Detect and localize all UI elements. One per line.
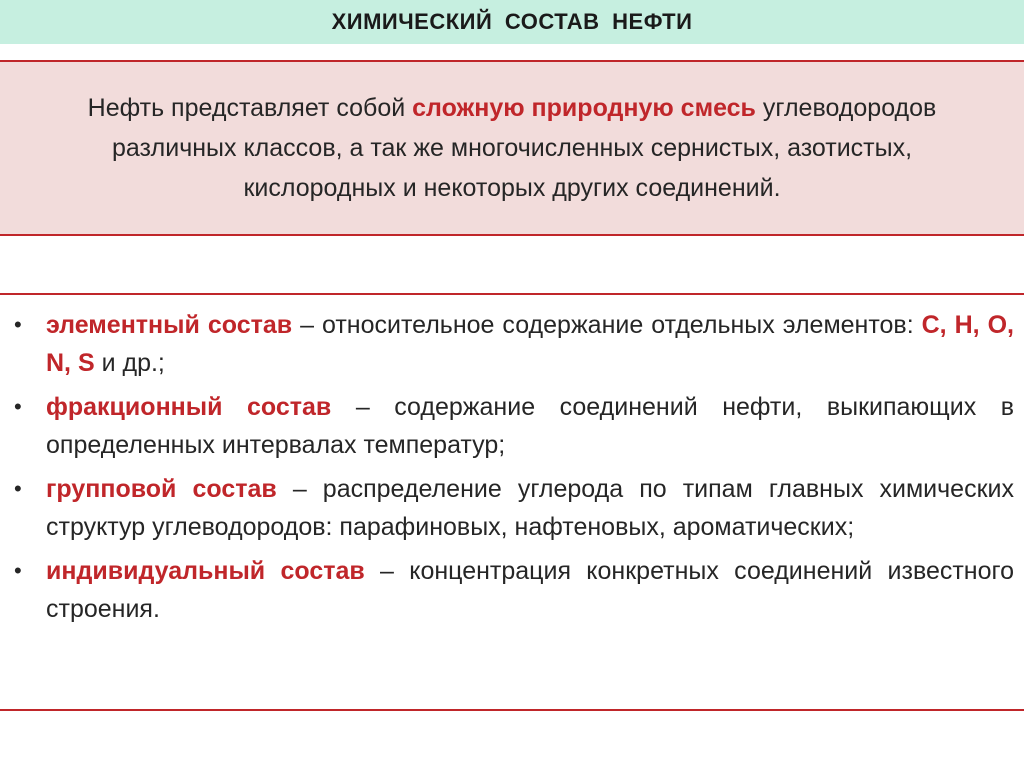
definition-box — [0, 60, 1024, 236]
definition-highlight: сложную природную смесь — [412, 94, 756, 122]
title-bar — [0, 0, 1024, 44]
term-individual: индивидуальный состав — [46, 557, 365, 585]
divider-bottom — [0, 709, 1024, 711]
composition-list — [0, 306, 1024, 634]
list-item-fractional — [0, 388, 1024, 464]
list-item-elemental — [0, 306, 1024, 382]
bullet-icon: • — [14, 558, 22, 583]
desc-fractional: – содержание соединений нефти, выкипающих в определенных интервалах температур; — [46, 393, 1015, 459]
term-elemental: элементный состав — [46, 311, 293, 339]
definition-text — [52, 88, 972, 208]
desc-group: – распределение углерода по типам главных химических структур углеводородов: парафиновых, нафтеновых, ароматических; — [46, 475, 1014, 541]
list-item-group — [0, 470, 1024, 546]
term-fractional: фракционный состав — [46, 393, 332, 421]
definition-lead: Нефть представляет собой — [87, 94, 413, 122]
slide-title: ХИМИЧЕСКИЙ СОСТАВ НЕФТИ — [331, 9, 693, 34]
bullet-icon: • — [14, 394, 22, 419]
divider-top — [0, 293, 1024, 295]
bullet-icon: • — [14, 312, 22, 337]
bullet-icon: • — [14, 476, 22, 501]
desc-elemental: – относительное содержание отдельных элементов: — [292, 311, 922, 339]
list-item-individual — [0, 552, 1024, 628]
element-symbols: C, H, O, N, S — [46, 311, 1014, 377]
desc-individual: – концентрация конкретных соединений известного строения. — [46, 557, 1014, 623]
definition-rest: углеводородов различных классов, а так же многочисленных сернистых, азотистых, кислородных и некоторых других соединений. — [111, 94, 937, 202]
desc-elemental-tail: и др.; — [94, 349, 165, 377]
term-group: групповой состав — [46, 475, 277, 503]
